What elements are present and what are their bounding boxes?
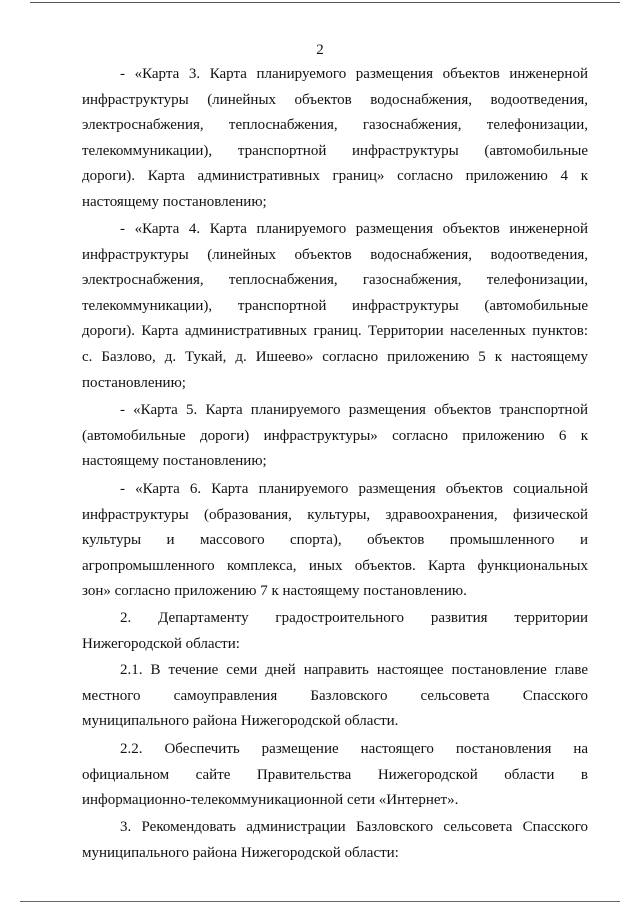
text-line: - «Карта 5. Карта планируемого размещения объектов транспортной <box>120 402 588 418</box>
text-line: культуры и массового спорта), объектов промышленного и <box>82 532 588 549</box>
text-line: местного самоуправления Базловского сельсовета Спасского <box>82 687 588 704</box>
text-line: дороги). Карта административных границ. Территории населенных пунктов: <box>82 323 588 340</box>
text-line: - «Карта 4. Карта планируемого размещения объектов инженерной <box>120 221 588 237</box>
text-line: электроснабжения, теплоснабжения, газоснабжения, телефонизации, <box>82 272 588 289</box>
text-line: муниципального района Нижегородской области. <box>82 713 399 730</box>
text-line: (автомобильные дороги) инфраструктуры» согласно приложению 6 к <box>82 427 588 444</box>
text-line: Нижегородской области: <box>82 635 240 652</box>
bottom-border-line <box>20 901 620 902</box>
text-line: телекоммуникации), транспортной инфраструктуры (автомобильные <box>82 142 588 159</box>
text-line: официальном сайте Правительства Нижегородской области в <box>82 766 588 783</box>
text-line: постановлению; <box>82 374 186 391</box>
text-line: 2.1. В течение семи дней направить настоящее постановление главе <box>120 662 588 678</box>
text-line: зон» согласно приложению 7 к настоящему постановлению. <box>82 583 467 600</box>
text-line: 2. Департаменту градостроительного развития территории <box>120 610 588 626</box>
paragraph-map-5 <box>82 398 588 475</box>
text-line: агропромышленного комплекса, иных объектов. Карта функциональных <box>82 557 588 574</box>
top-border-line <box>30 2 620 3</box>
paragraph-item-2-1 <box>82 658 588 735</box>
text-line: электроснабжения, теплоснабжения, газоснабжения, телефонизации, <box>82 117 588 134</box>
text-line: 3. Рекомендовать администрации Базловского сельсовета Спасского <box>120 819 588 835</box>
text-line: настоящему постановлению; <box>82 453 267 470</box>
text-line: муниципального района Нижегородской области: <box>82 844 399 861</box>
text-line: информационно-телекоммуникационной сети «Интернет». <box>82 792 459 809</box>
text-line: инфраструктуры (линейных объектов водоснабжения, водоотведения, <box>82 91 588 108</box>
paragraph-item-3 <box>82 815 588 866</box>
page-number: 2 <box>316 42 324 58</box>
paragraph-map-3 <box>82 62 588 216</box>
paragraph-item-2-2 <box>82 737 588 814</box>
text-line: с. Базлово, д. Тукай, д. Ишеево» согласно приложению 5 к настоящему <box>82 348 588 365</box>
text-line: настоящему постановлению; <box>82 193 267 210</box>
text-line: инфраструктуры (линейных объектов водоснабжения, водоотведения, <box>82 246 588 263</box>
text-line: телекоммуникации), транспортной инфраструктуры (автомобильные <box>82 297 588 314</box>
text-line: 2.2. Обеспечить размещение настоящего постановления на <box>120 741 588 757</box>
paragraph-map-6 <box>82 477 588 605</box>
paragraph-item-2 <box>82 606 588 657</box>
paragraph-map-4 <box>82 217 588 396</box>
text-line: дороги). Карта административных границ» согласно приложению 4 к <box>82 168 588 185</box>
text-line: - «Карта 3. Карта планируемого размещения объектов инженерной <box>120 66 588 82</box>
text-line: инфраструктуры (образования, культуры, здравоохранения, физической <box>82 506 588 523</box>
text-line: - «Карта 6. Карта планируемого размещения объектов социальной <box>120 481 588 497</box>
